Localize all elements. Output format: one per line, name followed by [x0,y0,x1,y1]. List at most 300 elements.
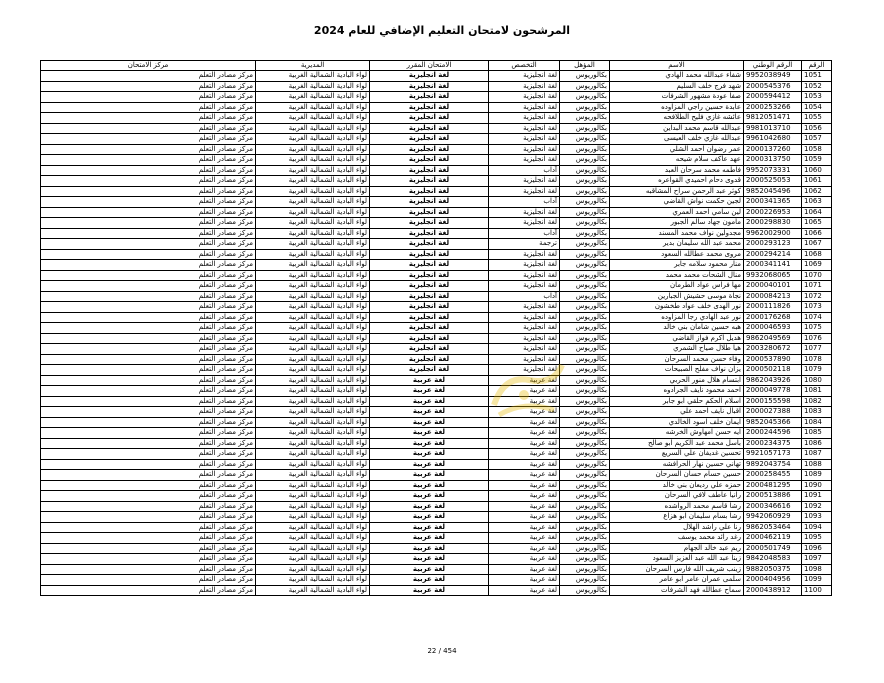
table-row [41,470,832,481]
exam-subject: لغة عربية [370,438,489,449]
row-number: 1077 [802,344,832,355]
col-number-header: الرقم [802,61,832,71]
directorate: لواء البادية الشمالية الغربية [256,281,370,292]
specialization: لغة انجليزية [489,155,560,166]
candidate-name: مأمون جهاد سالم الجبور [610,218,744,229]
candidate-name: نجاة موسى حشيش الجبارين [610,291,744,302]
directorate: لواء البادية الشمالية الغربية [256,365,370,376]
directorate: لواء البادية الشمالية الغربية [256,459,370,470]
exam-center: مركز مصادر التعلم [41,260,256,271]
candidate-name: رشا قاسم محمد الرواشده [610,501,744,512]
row-number: 1053 [802,92,832,103]
directorate: لواء البادية الشمالية الغربية [256,417,370,428]
qualification: بكالوريوس [560,470,610,481]
exam-center: مركز مصادر التعلم [41,375,256,386]
directorate: لواء البادية الشمالية الغربية [256,407,370,418]
table-row [41,375,832,386]
qualification: بكالوريوس [560,123,610,134]
national-id: 2000404956 [744,575,802,586]
exam-center: مركز مصادر التعلم [41,491,256,502]
national-id: 9842048583 [744,554,802,565]
directorate: لواء البادية الشمالية الغربية [256,291,370,302]
specialization: لغة انجليزية [489,354,560,365]
qualification: بكالوريوس [560,449,610,460]
row-number: 1090 [802,480,832,491]
table-row [41,554,832,565]
exam-subject: لغة عربية [370,554,489,565]
row-number: 1093 [802,512,832,523]
row-number: 1070 [802,270,832,281]
table-row [41,480,832,491]
national-id: 2000293123 [744,239,802,250]
specialization: لغة عربية [489,512,560,523]
specialization: ترجمة [489,239,560,250]
row-number: 1061 [802,176,832,187]
row-number: 1068 [802,249,832,260]
directorate: لواء البادية الشمالية الغربية [256,543,370,554]
directorate: لواء البادية الشمالية الغربية [256,354,370,365]
exam-subject: لغة انجليزية [370,354,489,365]
national-id: 2000525053 [744,176,802,187]
specialization: لغة عربية [489,386,560,397]
qualification: بكالوريوس [560,575,610,586]
row-number: 1073 [802,302,832,313]
exam-center: مركز مصادر التعلم [41,333,256,344]
national-id: 2000253266 [744,102,802,113]
col-specialization-header: التخصص [489,61,560,71]
row-number: 1056 [802,123,832,134]
row-number: 1067 [802,239,832,250]
exam-subject: لغة انجليزية [370,207,489,218]
row-number: 1086 [802,438,832,449]
directorate: لواء البادية الشمالية الغربية [256,585,370,596]
candidate-name: ايه حسن امهاوش الخرشه [610,428,744,439]
row-number: 1076 [802,333,832,344]
national-id: 9862053464 [744,522,802,533]
exam-subject: لغة انجليزية [370,323,489,334]
exam-center: مركز مصادر التعلم [41,165,256,176]
candidate-name: فاطمه محمد سرحان العبد [610,165,744,176]
exam-center: مركز مصادر التعلم [41,207,256,218]
table-row [41,459,832,470]
exam-subject: لغة انجليزية [370,302,489,313]
specialization: آداب [489,165,560,176]
row-number: 1078 [802,354,832,365]
directorate: لواء البادية الشمالية الغربية [256,155,370,166]
national-id: 2000341365 [744,197,802,208]
row-number: 1099 [802,575,832,586]
qualification: بكالوريوس [560,459,610,470]
directorate: لواء البادية الشمالية الغربية [256,333,370,344]
qualification: بكالوريوس [560,270,610,281]
exam-center: مركز مصادر التعلم [41,417,256,428]
exam-center: مركز مصادر التعلم [41,197,256,208]
col-qualification-header: المؤهل [560,61,610,71]
table-row [41,281,832,292]
specialization: لغة عربية [489,396,560,407]
national-id: 9852045496 [744,186,802,197]
exam-center: مركز مصادر التعلم [41,459,256,470]
candidate-name: ايمان خلف اسود الخالدي [610,417,744,428]
specialization: لغة عربية [489,407,560,418]
national-id: 2000234375 [744,438,802,449]
directorate: لواء البادية الشمالية الغربية [256,449,370,460]
table-row [41,155,832,166]
national-id: 2000298830 [744,218,802,229]
exam-center: مركز مصادر التعلم [41,554,256,565]
exam-center: مركز مصادر التعلم [41,302,256,313]
directorate: لواء البادية الشمالية الغربية [256,312,370,323]
row-number: 1069 [802,260,832,271]
table-row [41,197,832,208]
row-number: 1097 [802,554,832,565]
specialization: لغة انجليزية [489,92,560,103]
directorate: لواء البادية الشمالية الغربية [256,533,370,544]
table-row [41,564,832,575]
national-id: 2000137260 [744,144,802,155]
row-number: 1064 [802,207,832,218]
exam-center: مركز مصادر التعلم [41,365,256,376]
qualification: بكالوريوس [560,71,610,82]
national-id: 2000176268 [744,312,802,323]
exam-subject: لغة انجليزية [370,228,489,239]
specialization: لغة انجليزية [489,123,560,134]
qualification: بكالوريوس [560,186,610,197]
qualification: بكالوريوس [560,522,610,533]
row-number: 1088 [802,459,832,470]
exam-center: مركز مصادر التعلم [41,102,256,113]
table-row [41,396,832,407]
table-row [41,260,832,271]
directorate: لواء البادية الشمالية الغربية [256,522,370,533]
specialization: لغة انجليزية [489,176,560,187]
national-id: 2000502118 [744,365,802,376]
qualification: بكالوريوس [560,491,610,502]
qualification: بكالوريوس [560,333,610,344]
exam-subject: لغة عربية [370,512,489,523]
table-row [41,186,832,197]
national-id: 2000111826 [744,302,802,313]
exam-center: مركز مصادر التعلم [41,575,256,586]
specialization: لغة عربية [489,480,560,491]
exam-center: مركز مصادر التعلم [41,386,256,397]
exam-center: مركز مصادر التعلم [41,501,256,512]
row-number: 1098 [802,564,832,575]
row-number: 1100 [802,585,832,596]
candidate-name: لين سامي احمد العمري [610,207,744,218]
exam-subject: لغة انجليزية [370,176,489,187]
national-id: 9852045366 [744,417,802,428]
directorate: لواء البادية الشمالية الغربية [256,92,370,103]
candidate-name: عبدالله قاسم محمد البداين [610,123,744,134]
national-id: 2000244596 [744,428,802,439]
national-id: 9952038949 [744,71,802,82]
row-number: 1082 [802,396,832,407]
row-number: 1055 [802,113,832,124]
national-id: 2000294214 [744,249,802,260]
candidate-name: شهد فرج خلف السليم [610,81,744,92]
directorate: لواء البادية الشمالية الغربية [256,176,370,187]
exam-center: مركز مصادر التعلم [41,270,256,281]
directorate: لواء البادية الشمالية الغربية [256,302,370,313]
exam-subject: لغة عربية [370,407,489,418]
table-row [41,228,832,239]
col-national-id-header: الرقم الوطني [744,61,802,71]
row-number: 1063 [802,197,832,208]
table-row [41,239,832,250]
candidate-name: نور الهدى خلف عواد طخشون [610,302,744,313]
exam-center: مركز مصادر التعلم [41,123,256,134]
table-row [41,291,832,302]
table-row [41,575,832,586]
exam-subject: لغة عربية [370,585,489,596]
qualification: بكالوريوس [560,92,610,103]
row-number: 1059 [802,155,832,166]
specialization: لغة انجليزية [489,102,560,113]
qualification: بكالوريوس [560,281,610,292]
national-id: 9862049569 [744,333,802,344]
exam-center: مركز مصادر التعلم [41,186,256,197]
row-number: 1057 [802,134,832,145]
table-row [41,312,832,323]
specialization: لغة انجليزية [489,81,560,92]
specialization: لغة عربية [489,470,560,481]
specialization: لغة عربية [489,522,560,533]
directorate: لواء البادية الشمالية الغربية [256,144,370,155]
table-row [41,92,832,103]
national-id: 2000537890 [744,354,802,365]
specialization: لغة عربية [489,543,560,554]
exam-subject: لغة انجليزية [370,218,489,229]
national-id: 2000545376 [744,81,802,92]
candidate-name: شفاء عبدالله محمد الهادي [610,71,744,82]
specialization: لغة عربية [489,375,560,386]
candidate-name: عابدة حسين راجي المزاوده [610,102,744,113]
table-row [41,71,832,82]
directorate: لواء البادية الشمالية الغربية [256,81,370,92]
table-header [41,61,832,71]
qualification: بكالوريوس [560,354,610,365]
table-row [41,438,832,449]
specialization: لغة عربية [489,428,560,439]
exam-subject: لغة انجليزية [370,102,489,113]
national-id: 2000046593 [744,323,802,334]
table-row [41,323,832,334]
exam-center: مركز مصادر التعلم [41,564,256,575]
row-number: 1065 [802,218,832,229]
qualification: بكالوريوس [560,323,610,334]
table-row [41,491,832,502]
exam-center: مركز مصادر التعلم [41,449,256,460]
directorate: لواء البادية الشمالية الغربية [256,396,370,407]
candidate-name: قدوى دحام احميدي القواعره [610,176,744,187]
row-number: 1079 [802,365,832,376]
candidate-name: اقبال نايف احمد علي [610,407,744,418]
national-id: 2000501749 [744,543,802,554]
table-row [41,270,832,281]
exam-center: مركز مصادر التعلم [41,218,256,229]
directorate: لواء البادية الشمالية الغربية [256,239,370,250]
exam-center: مركز مصادر التعلم [41,144,256,155]
specialization: لغة انجليزية [489,270,560,281]
candidate-name: مها فراس عواد الطرمان [610,281,744,292]
candidate-name: رغد رائد محمد يوسف [610,533,744,544]
specialization: لغة انجليزية [489,113,560,124]
row-number: 1072 [802,291,832,302]
specialization: لغة انجليزية [489,144,560,155]
candidate-name: باسل محمد عبد الكريم ابو صالح [610,438,744,449]
table-row [41,81,832,92]
qualification: بكالوريوس [560,428,610,439]
qualification: بكالوريوس [560,312,610,323]
row-number: 1091 [802,491,832,502]
exam-center: مركز مصادر التعلم [41,155,256,166]
directorate: لواء البادية الشمالية الغربية [256,260,370,271]
candidate-name: سلمى عمران عامر ابو عامر [610,575,744,586]
candidate-name: ابتسام هلال منور الحربي [610,375,744,386]
candidate-name: سماح عطالله فهد الشرفات [610,585,744,596]
national-id: 2003280672 [744,344,802,355]
candidate-name: هيا طلال صياح الشمري [610,344,744,355]
row-number: 1094 [802,522,832,533]
national-id: 2000040101 [744,281,802,292]
qualification: بكالوريوس [560,144,610,155]
exam-subject: لغة عربية [370,470,489,481]
exam-center: مركز مصادر التعلم [41,113,256,124]
specialization: لغة انجليزية [489,302,560,313]
table-body [41,71,832,596]
col-exam-header: الامتحان المقرر [370,61,489,71]
table-row [41,134,832,145]
national-id: 2000594412 [744,92,802,103]
specialization: لغة انجليزية [489,71,560,82]
row-number: 1071 [802,281,832,292]
table-row [41,386,832,397]
exam-subject: لغة انجليزية [370,270,489,281]
qualification: بكالوريوس [560,344,610,355]
table-row [41,344,832,355]
row-number: 1083 [802,407,832,418]
candidate-name: لجين حكمت نواش القاضي [610,197,744,208]
directorate: لواء البادية الشمالية الغربية [256,428,370,439]
row-number: 1096 [802,543,832,554]
national-id: 2000084213 [744,291,802,302]
row-number: 1052 [802,81,832,92]
table-row [41,354,832,365]
table-row [41,218,832,229]
specialization: لغة انجليزية [489,134,560,145]
national-id: 2000341141 [744,260,802,271]
exam-subject: لغة انجليزية [370,155,489,166]
specialization: لغة عربية [489,554,560,565]
exam-subject: لغة انجليزية [370,344,489,355]
exam-center: مركز مصادر التعلم [41,543,256,554]
directorate: لواء البادية الشمالية الغربية [256,165,370,176]
exam-center: مركز مصادر التعلم [41,344,256,355]
national-id: 2000346616 [744,501,802,512]
exam-center: مركز مصادر التعلم [41,470,256,481]
row-number: 1084 [802,417,832,428]
candidate-name: نور عبد الهادي رجا المزاوده [610,312,744,323]
specialization: لغة انجليزية [489,260,560,271]
candidates-table [40,60,832,596]
qualification: بكالوريوس [560,375,610,386]
candidate-name: رشا بسام سليمان ابو هزاع [610,512,744,523]
exam-center: مركز مصادر التعلم [41,134,256,145]
specialization: آداب [489,291,560,302]
national-id: 9981013710 [744,123,802,134]
specialization: لغة انجليزية [489,333,560,344]
exam-center: مركز مصادر التعلم [41,81,256,92]
exam-center: مركز مصادر التعلم [41,281,256,292]
candidate-name: صفا عودة مشهور الشرفات [610,92,744,103]
candidate-name: مجدولين نواف محمد المسند [610,228,744,239]
national-id: 9961042680 [744,134,802,145]
table-row [41,417,832,428]
specialization: لغة انجليزية [489,281,560,292]
exam-center: مركز مصادر التعلم [41,512,256,523]
national-id: 2000027388 [744,407,802,418]
specialization: لغة انجليزية [489,323,560,334]
specialization: لغة عربية [489,417,560,428]
exam-center: مركز مصادر التعلم [41,249,256,260]
exam-subject: لغة عربية [370,417,489,428]
row-number: 1075 [802,323,832,334]
table-row [41,207,832,218]
directorate: لواء البادية الشمالية الغربية [256,218,370,229]
page-number: 22 / 454 [427,647,457,655]
national-id: 2000049778 [744,386,802,397]
qualification: بكالوريوس [560,134,610,145]
national-id: 9942060929 [744,512,802,523]
candidate-name: عبدالله غازي خلف العيسى [610,134,744,145]
national-id: 9812051471 [744,113,802,124]
directorate: لواء البادية الشمالية الغربية [256,323,370,334]
candidate-name: احمد محمود نايف الجرادوه [610,386,744,397]
qualification: بكالوريوس [560,113,610,124]
specialization: لغة انجليزية [489,218,560,229]
exam-subject: لغة انجليزية [370,239,489,250]
qualification: بكالوريوس [560,533,610,544]
row-number: 1089 [802,470,832,481]
table-row [41,501,832,512]
row-number: 1080 [802,375,832,386]
national-id: 9862043926 [744,375,802,386]
qualification: بكالوريوس [560,585,610,596]
exam-subject: لغة عربية [370,543,489,554]
exam-subject: لغة انجليزية [370,81,489,92]
qualification: بكالوريوس [560,386,610,397]
national-id: 2000513886 [744,491,802,502]
qualification: بكالوريوس [560,407,610,418]
specialization: لغة انجليزية [489,186,560,197]
exam-subject: لغة انجليزية [370,249,489,260]
qualification: بكالوريوس [560,512,610,523]
directorate: لواء البادية الشمالية الغربية [256,270,370,281]
candidate-name: عمر رضوان احمد الشلي [610,144,744,155]
exam-subject: لغة انجليزية [370,165,489,176]
directorate: لواء البادية الشمالية الغربية [256,123,370,134]
row-number: 1051 [802,71,832,82]
specialization: لغة عربية [489,575,560,586]
qualification: بكالوريوس [560,249,610,260]
directorate: لواء البادية الشمالية الغربية [256,134,370,145]
candidate-name: عهد عاكف سلام شيحه [610,155,744,166]
candidate-name: تهاني حسين نهار الحرافشه [610,459,744,470]
candidate-name: حسين حسام حسان السرحان [610,470,744,481]
exam-center: مركز مصادر التعلم [41,428,256,439]
candidate-name: تحسين غديفان علي السريع [610,449,744,460]
